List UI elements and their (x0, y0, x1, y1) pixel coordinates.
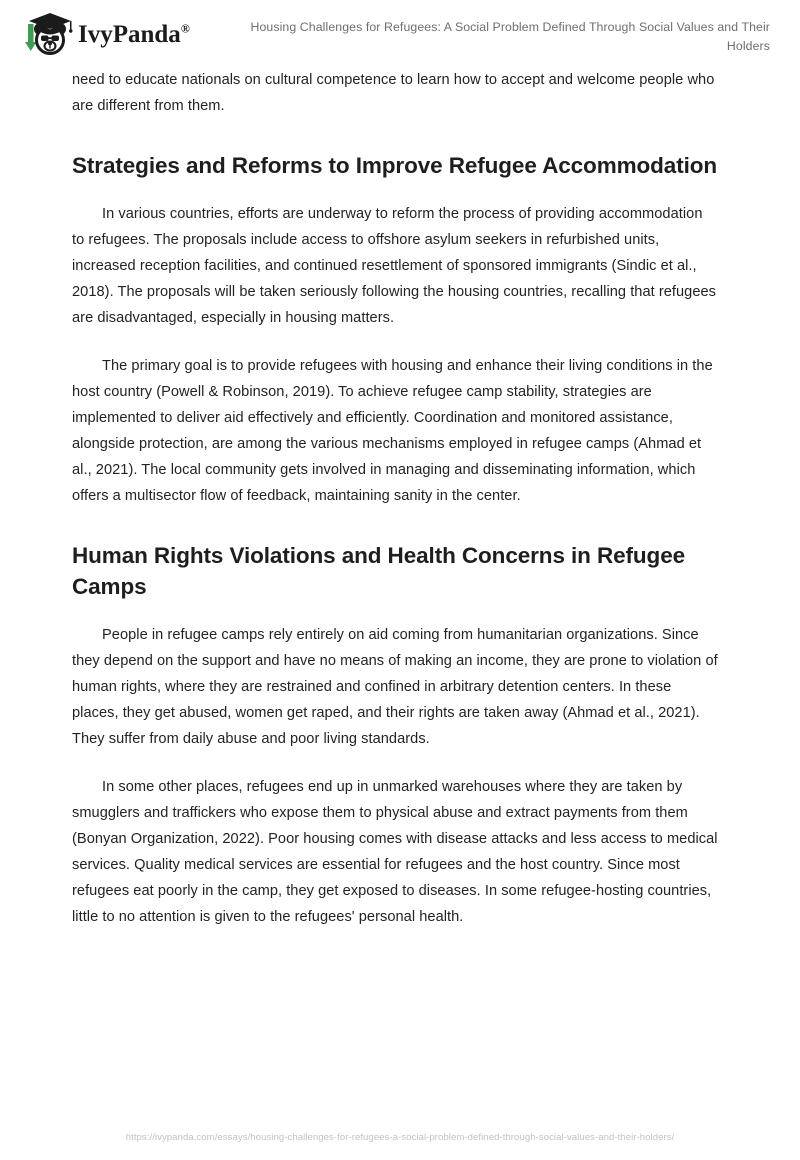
page-footer (0, 1114, 800, 1160)
ivypanda-panda-graduate-logo-icon (18, 11, 74, 57)
page-header (0, 0, 800, 68)
document-header-title: Housing Challenges for Refugees: A Social Problem Defined Through Social Values and Their Holders (250, 20, 770, 54)
brand-wordmark (78, 22, 190, 47)
source-url-link[interactable]: https://ivypanda.com/essays/housing-challenges-for-refugees-a-social-problem-defined-through-social-values-and-their-holders/ (125, 1131, 675, 1143)
ivypanda-logo-link[interactable] (18, 10, 208, 58)
registered-trademark-mark: ® (180, 21, 190, 36)
section-heading-strategies-reforms: Strategies and Reforms to Improve Refugee Accommodation (72, 152, 718, 178)
section-heading-human-rights-health: Human Rights Violations and Health Concerns in Refugee Camps (72, 542, 686, 600)
paragraph-continuation: need to educate nationals on cultural competence to learn how to accept and welcome people who are different from them. (72, 72, 715, 114)
paragraph-primary-goal: The primary goal is to provide refugees with housing and enhance their living conditions in the host country (Powell & Robinson, 2019). To achieve refugee camp stability, strategies are implemented to deliver aid effectively and efficiently. Coordination and monitored assistance, alongside protection, are among the various mechanisms employed in refugee camps (Ahmad et al., 2021). The local community gets involved in managing and disseminating information, which offers a multisector flow of feedback, maintaining sanity in the center. (72, 357, 713, 504)
brand-wordmark-text: IvyPanda (78, 20, 181, 48)
paragraph-aid-dependence: People in refugee camps rely entirely on aid coming from humanitarian organizations. Since they depend on the support and have no means of making an income, they are prone to violation of human rights, where they are restrained and confined in arbitrary detention centers. In these places, they get abused, women get raped, and their rights are taken away (Ahmad et al., 2021). They suffer from daily abuse and poor living standards. (72, 627, 718, 748)
paragraph-warehouses-health: In some other places, refugees end up in unmarked warehouses where they are taken by smugglers and traffickers who expose them to physical abuse and extract payments from them (Bonyan Organization, 2022). Poor housing comes with disease attacks and less access to medical services. Quality medical services are essential for refugees and the host country. Since most refugees eat poorly in the camp, they get exposed to diseases. In some refugee-hosting countries, little to no attention is given to the refugees' personal health. (72, 779, 718, 926)
paragraph-accommodation-reform: In various countries, efforts are underway to reform the process of providing accommodation to refugees. The proposals include access to offshore asylum seekers in refurbished units, increased reception facilities, and continued resettlement of sponsored immigrants (Sindic et al., 2018). The proposals will be taken seriously following the housing countries, recalling that refugees are disadvantaged, especially in housing matters. (72, 205, 717, 326)
document-content (72, 68, 718, 953)
